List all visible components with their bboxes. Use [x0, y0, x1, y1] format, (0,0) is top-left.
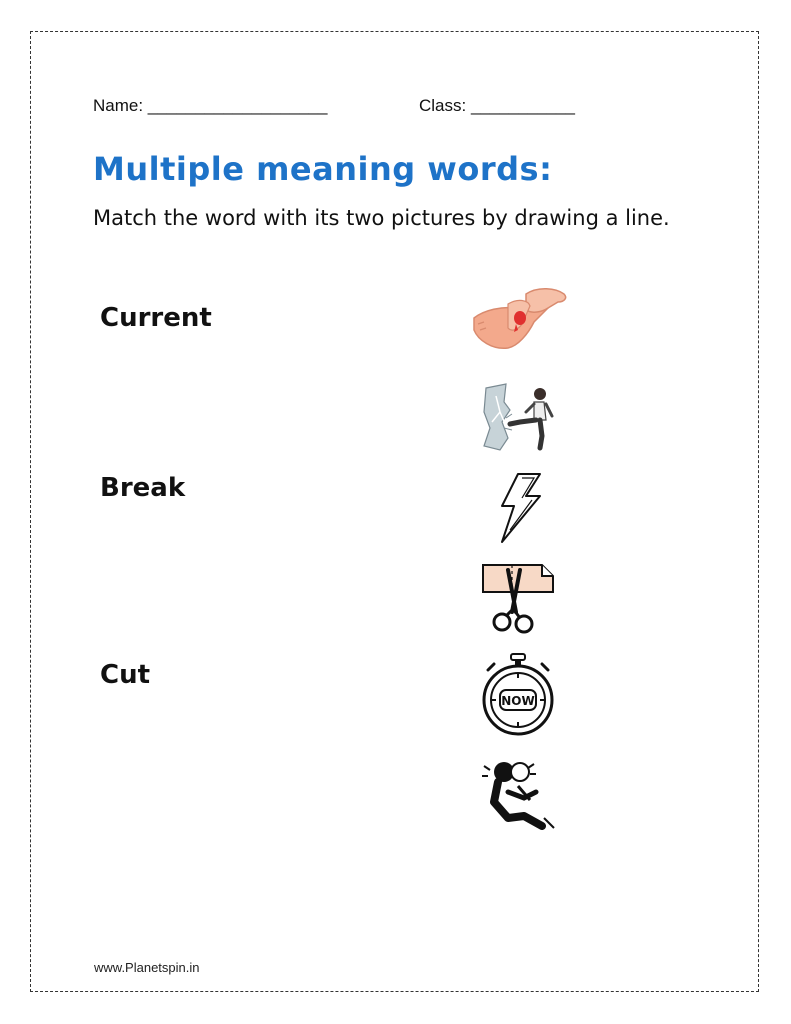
stopwatch-icon [480, 652, 556, 743]
worksheet-title: Multiple meaning words: [93, 150, 553, 188]
footer-website[interactable]: www.Planetspin.in [94, 960, 200, 975]
name-field-label: Name: ___________________ [93, 96, 328, 115]
instruction-text: Match the word with its two pictures by drawing a line. [93, 206, 670, 230]
bleeding-foot-icon [468, 284, 570, 361]
electric-shock-person-icon [474, 756, 558, 837]
word-break: Break [100, 473, 186, 503]
word-current: Current [100, 303, 212, 333]
scissors-cutting-paper-icon [480, 562, 556, 643]
word-cut: Cut [100, 660, 151, 690]
man-kicking-wall-icon [482, 382, 558, 457]
stopwatch-label: NOW [501, 694, 535, 708]
class-field-label: Class: ___________ [419, 96, 575, 115]
lightning-bolt-icon [496, 472, 544, 549]
